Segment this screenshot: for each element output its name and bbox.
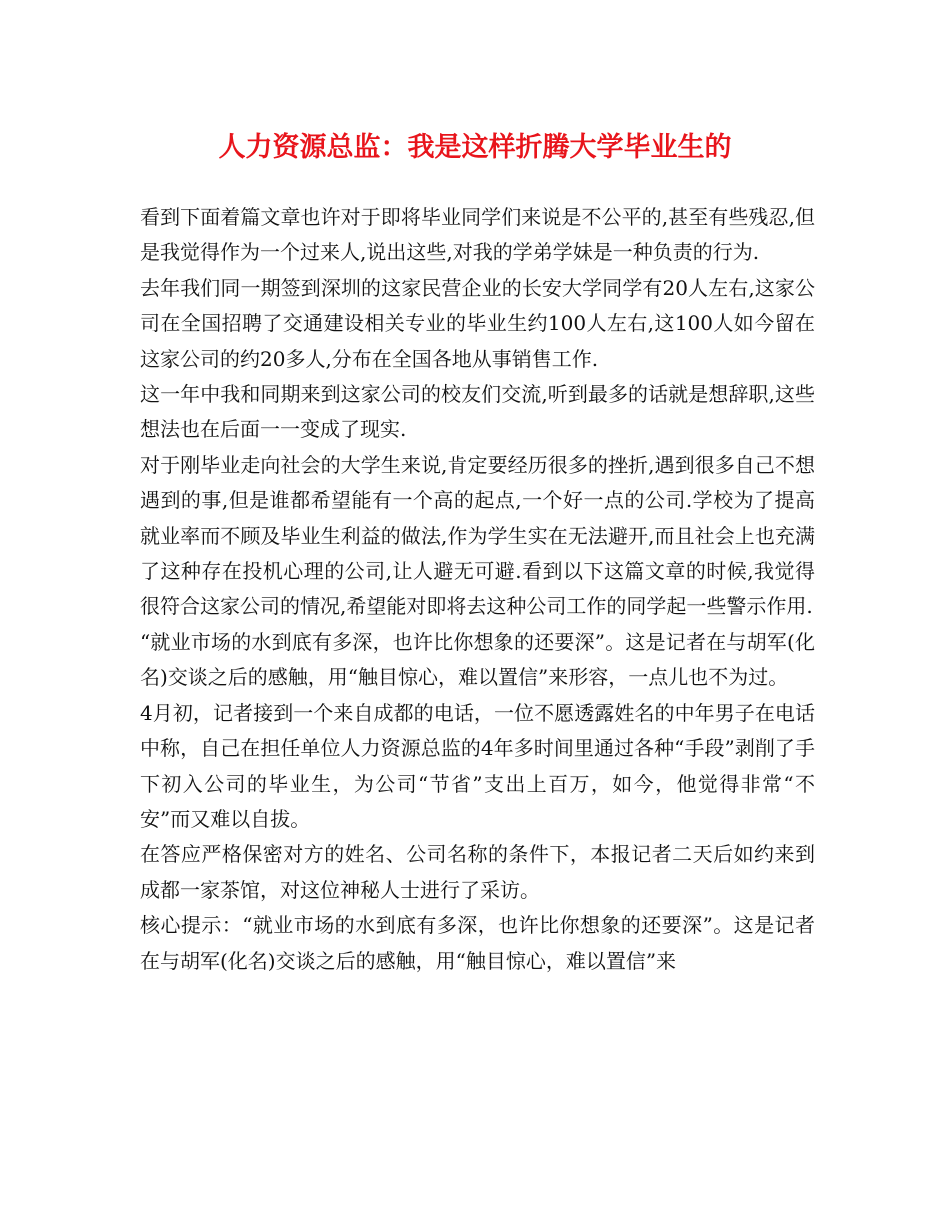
- paragraph-graduate-frustration: 对于刚毕业走向社会的大学生来说,肯定要经历很多的挫折,遇到很多自己不想遇到的事,但是谁都希望能有一个高的起点,一个好一点的公司.学校为了提高就业率而不顾及毕业生利益的做法,作为学生实在无法避开,而且社会上也充满了这种存在投机心理的公司,让人避无可避.看到以下这篇文章的时候,我觉得很符合这家公司的情况,希望能对即将去这种公司工作的同学起一些警示作用.: [140, 452, 815, 619]
- paragraph-phone-call: 4月初，记者接到一个来自成都的电话，一位不愿透露姓名的中年男子在电话中称，自己在担任单位人力资源总监的4年多时间里通过各种“手段”剥削了手下初入公司的毕业生，为公司“节省”支出上百万，如今，他觉得非常“不安”而又难以自拔。: [140, 700, 815, 831]
- document-body: [140, 200, 815, 979]
- paragraph-alumni-resignation: 这一年中我和同期来到这家公司的校友们交流,听到最多的话就是想辞职,这些想法也在后面一一变成了现实.: [140, 382, 815, 442]
- paragraph-company-recruitment: 去年我们同一期签到深圳的这家民营企业的长安大学同学有20人左右,这家公司在全国招聘了交通建设相关专业的毕业生约100人左右,这100人如今留在这家公司的约20多人,分布在全国各地从事销售工作.: [140, 275, 815, 371]
- paragraph-job-market-depth: “就业市场的水到底有多深，也许比你想象的还要深”。这是记者在与胡军(化名)交谈之后的感触，用“触目惊心，难以置信”来形容，一点儿也不为过。: [140, 629, 815, 690]
- document-title: 人力资源总监：我是这样折腾大学毕业生的: [218, 132, 732, 163]
- paragraph-core-hint: 核心提示：“就业市场的水到底有多深，也许比你想象的还要深”。这是记者在与胡军(化名)交谈之后的感触，用“触目惊心，难以置信”来: [140, 913, 815, 973]
- paragraph-intro: 看到下面着篇文章也许对于即将毕业同学们来说是不公平的,甚至有些残忍,但是我觉得作为一个过来人,说出这些,对我的学弟学妹是一种负责的行为.: [140, 205, 815, 265]
- paragraph-interview-arrangement: 在答应严格保密对方的姓名、公司名称的条件下，本报记者二天后如约来到成都一家茶馆，对这位神秘人士进行了采访。: [140, 842, 815, 902]
